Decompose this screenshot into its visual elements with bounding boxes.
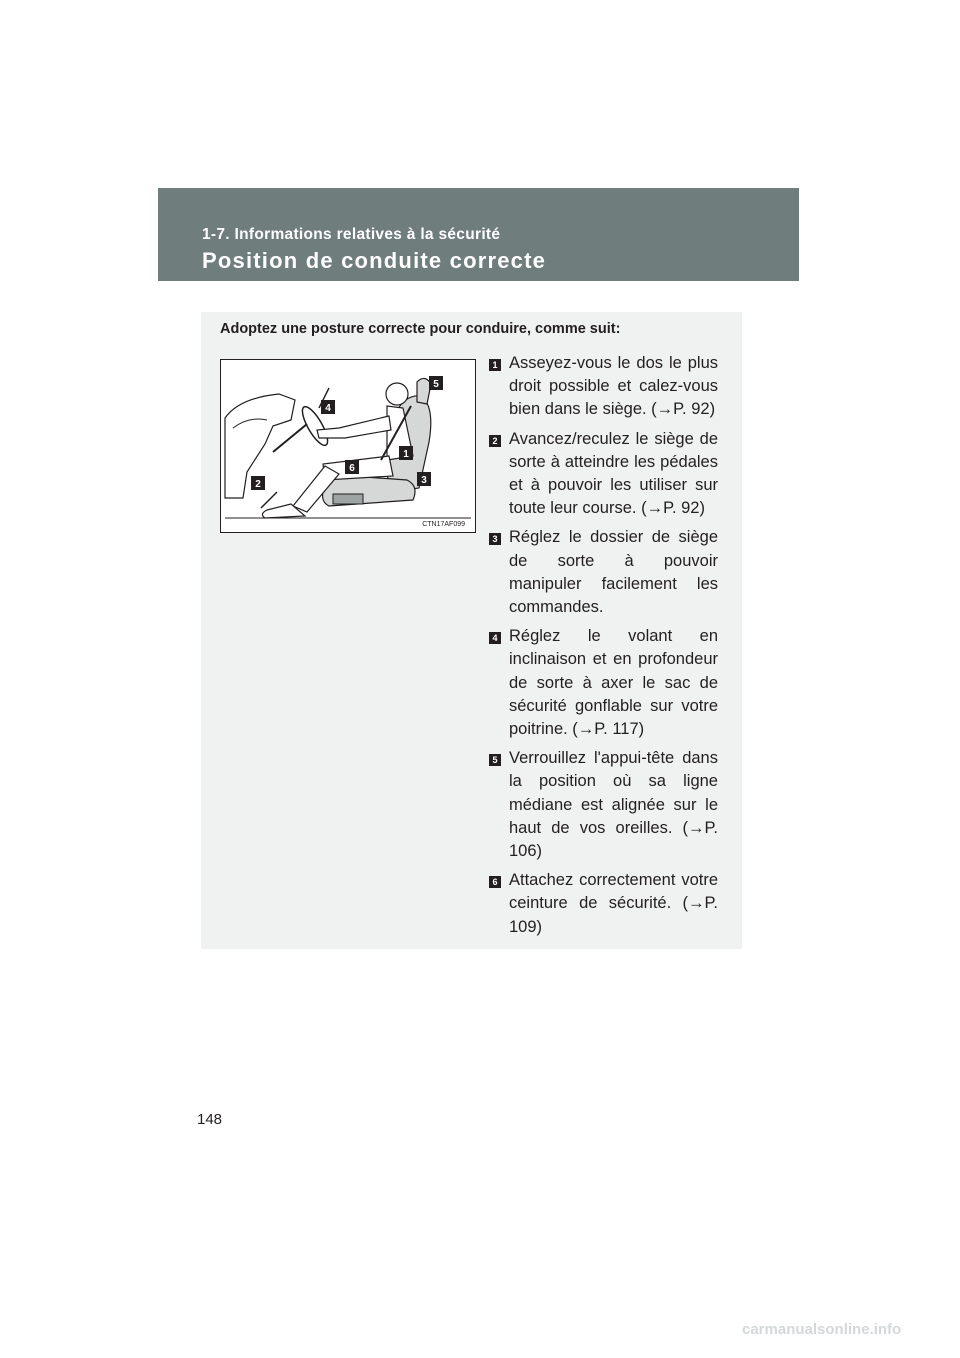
- steps-list: [489, 352, 718, 945]
- figure-marker-5: [429, 376, 443, 390]
- page-number: 148: [197, 1111, 223, 1128]
- driving-position-figure: [220, 359, 476, 533]
- step-number: 1: [489, 359, 501, 371]
- figure-code: CTN17AF099: [422, 521, 465, 528]
- section-label: 1-7. Informations relatives à la sécurité: [202, 226, 501, 243]
- step-number: 5: [489, 754, 501, 766]
- step-text: Réglez le volant en inclinaison et en profondeur de sorte à axer le sac de sécurité gonflable sur votre poitrine. (→P. 117): [509, 627, 718, 739]
- step-item: [489, 352, 718, 422]
- step-text: Verrouillez l'appui-tête dans la position où sa ligne médiane est alignée sur le haut de vos oreilles. (→P. 106): [509, 749, 718, 861]
- svg-text:1: 1: [403, 449, 409, 460]
- figure-marker-2: [251, 476, 265, 490]
- svg-text:5: 5: [433, 379, 439, 390]
- step-item: [489, 625, 718, 741]
- figure-marker-6: [345, 460, 359, 474]
- step-number: 4: [489, 632, 501, 644]
- watermark: carmanualsonline.info: [742, 1321, 902, 1338]
- step-text: Réglez le dossier de siège de sorte à pouvoir manipuler facilement les commandes.: [509, 528, 718, 617]
- svg-text:3: 3: [421, 475, 427, 486]
- intro-text: Adoptez une posture correcte pour conduire, comme suit:: [220, 321, 621, 337]
- step-number: 2: [489, 435, 501, 447]
- content-panel: [201, 312, 742, 949]
- step-number: 6: [489, 876, 501, 888]
- step-item: [489, 869, 718, 939]
- page-title: Position de conduite correcte: [202, 248, 547, 273]
- section-header: [158, 188, 799, 281]
- figure-marker-1: [399, 446, 413, 460]
- svg-text:4: 4: [325, 403, 331, 414]
- driver-illustration: [221, 360, 475, 532]
- figure-marker-3: [417, 472, 431, 486]
- step-number: 3: [489, 533, 501, 545]
- step-text: Attachez correctement votre ceinture de sécurité. (→P. 109): [509, 871, 718, 936]
- step-item: [489, 428, 718, 521]
- step-item: [489, 747, 718, 863]
- svg-text:2: 2: [255, 479, 261, 490]
- figure-marker-4: [321, 400, 335, 414]
- svg-text:6: 6: [349, 463, 355, 474]
- step-text: Asseyez-vous le dos le plus droit possible et calez-vous bien dans le siège. (→P. 92): [509, 354, 718, 419]
- step-item: [489, 526, 718, 619]
- step-text: Avancez/reculez le siège de sorte à atteindre les pédales et à pouvoir les utiliser sur toute leur course. (→P. 92): [509, 429, 718, 518]
